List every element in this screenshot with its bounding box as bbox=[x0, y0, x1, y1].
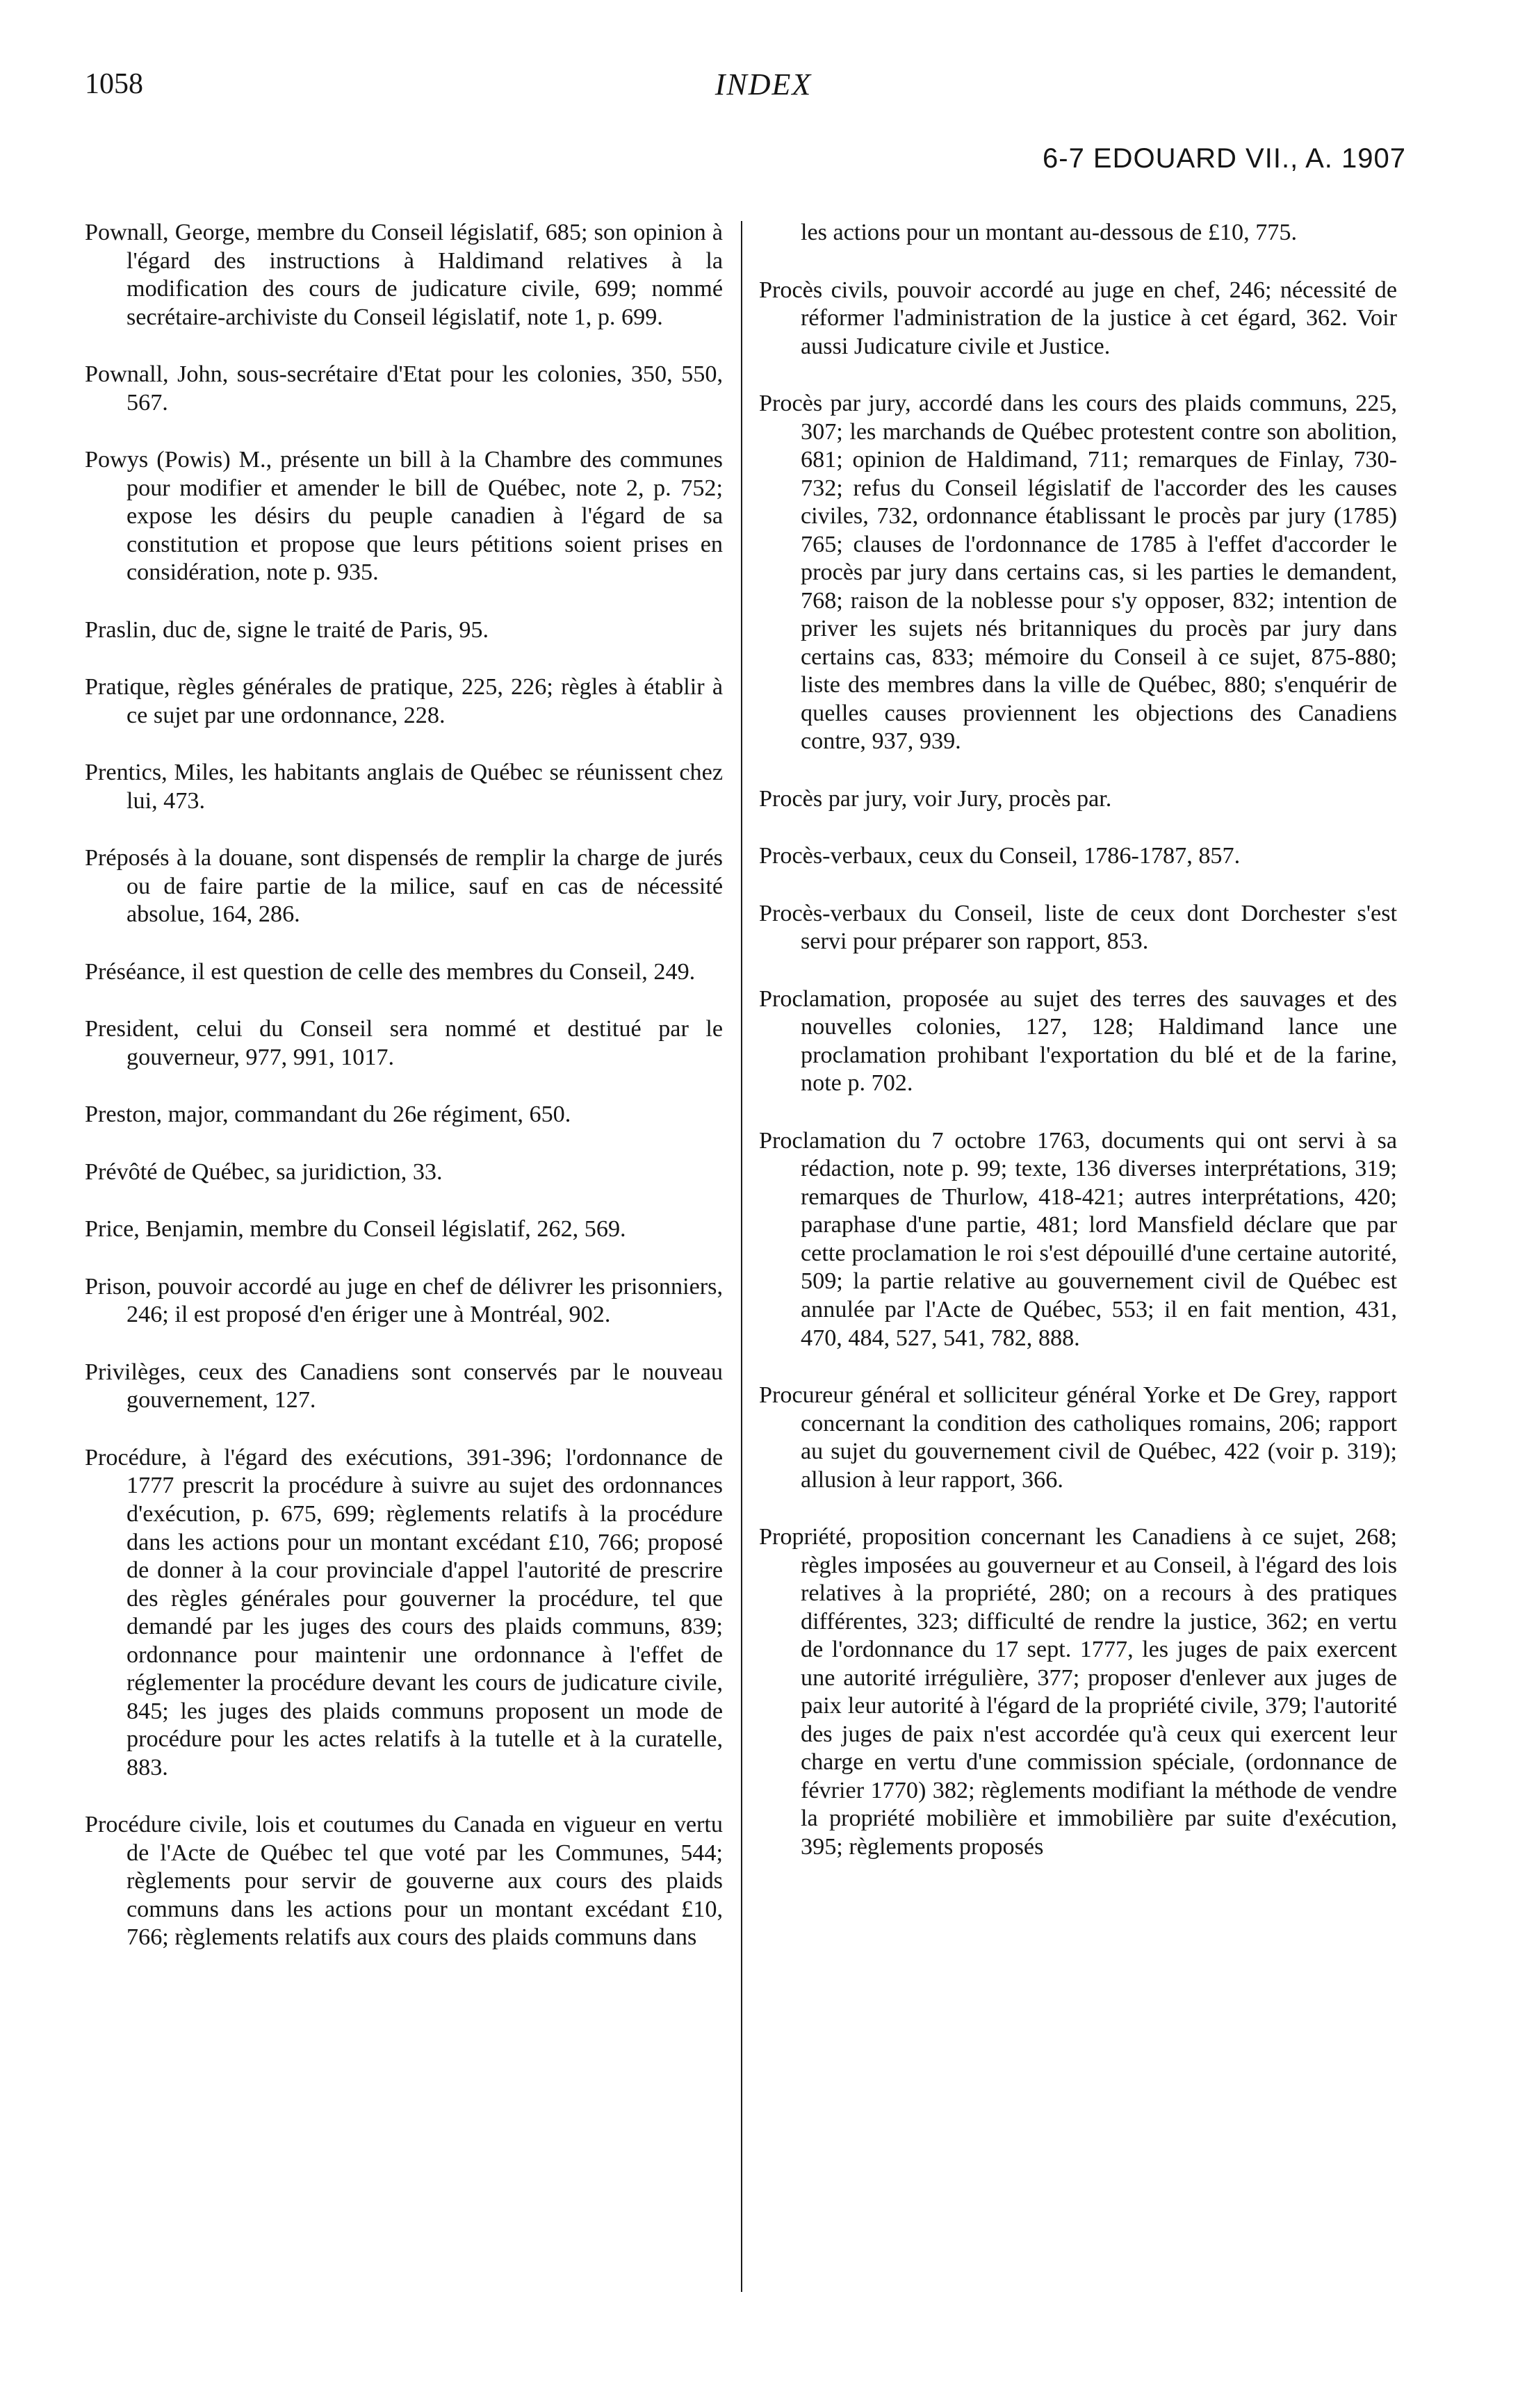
column-divider bbox=[741, 221, 742, 2292]
index-entry: Proclamation, proposée au sujet des terres des sauvages et des nouvelles colonies, 127, 128; Haldimand lance une proclamation prohibant l'exportation du blé et de la farine, note p. 702. bbox=[759, 985, 1397, 1097]
index-entry: Préposés à la douane, sont dispensés de remplir la charge de jurés ou de faire partie de la milice, sauf en cas de nécessité absolue, 164, 286. bbox=[85, 845, 723, 928]
index-entry: Procès par jury, accordé dans les cours des plaids communs, 225, 307; les marchands de Québec protestent contre son abolition, 681; opinion de Haldimand, 711; remarques de Finlay, 730-732; refus du Conseil législatif de l'accorder des les causes civiles, 732, ordonnance établissant le procès par jury (1785) 765; clauses de l'ordonnance de 1785 à l'effet d'accorder le procès par jury dans certains cas, si les parties le demandent, 768; raison de la noblesse pour s'y opposer, 832; intention de priver les sujets nés britanniques du procès par jury dans certains cas, 833; mémoire du Conseil à ce sujet, 875-880; liste des membres dans la ville de Québec, 880; s'enquérir de quelles causes proviennent les objections des Canadiens contre, 937, 939. bbox=[759, 391, 1397, 755]
page-number: 1058 bbox=[85, 68, 143, 100]
index-entry: Procès-verbaux, ceux du Conseil, 1786-1787, 857. bbox=[759, 843, 1241, 869]
index-entry: Prévôté de Québec, sa juridiction, 33. bbox=[85, 1158, 443, 1185]
index-entry: Procès civils, pouvoir accordé au juge en chef, 246; nécessité de réformer l'administration de la justice à cet égard, 362. Voir aussi Judicature civile et Justice. bbox=[759, 277, 1397, 359]
index-entry: Preston, major, commandant du 26e régiment, 650. bbox=[85, 1101, 571, 1128]
right-column bbox=[759, 219, 1397, 1890]
index-entry-continued: les actions pour un montant au-dessous de £10, 775. bbox=[801, 220, 1298, 245]
index-entry: Prentics, Miles, les habitants anglais de Québec se réunissent chez lui, 473. bbox=[85, 760, 723, 814]
index-entry: Praslin, duc de, signe le traité de Paris, 95. bbox=[85, 616, 489, 643]
index-entry: Pownall, George, membre du Conseil législatif, 685; son opinion à l'égard des instructions à Haldimand relatives à la modification des cours de judicature civile, 699; nommé secrétaire-archiviste du Conseil législatif, note 1, p. 699. bbox=[85, 220, 723, 330]
index-entry: Privilèges, ceux des Canadiens sont conservés par le nouveau gouvernement, 127. bbox=[85, 1359, 723, 1414]
session-heading: 6-7 EDOUARD VII., A. 1907 bbox=[1043, 143, 1406, 174]
index-entry: Procureur général et solliciteur général Yorke et De Grey, rapport concernant la condition des catholiques romains, 206; rapport au sujet du gouvernement civil de Québec, 422 (voir p. 319); allusion à leur rapport, 366. bbox=[759, 1382, 1397, 1493]
index-entry: Price, Benjamin, membre du Conseil législatif, 262, 569. bbox=[85, 1216, 626, 1243]
running-title: INDEX bbox=[714, 67, 813, 101]
index-entry: Procès-verbaux du Conseil, liste de ceux dont Dorchester s'est servi pour préparer son rapport, 853. bbox=[759, 900, 1397, 955]
index-entry: Powys (Powis) M., présente un bill à la Chambre des communes pour modifier et amender le bill de Québec, note 2, p. 752; expose les désirs du peuple canadien à l'égard de sa constitution et propose que leurs pétitions soient prises en considération, note p. 935. bbox=[85, 447, 723, 586]
index-entry: Procédure, à l'égard des exécutions, 391-396; l'ordonnance de 1777 prescrit la procédure à suivre au sujet des ordonnances d'exécution, p. 675, 699; règlements relatifs à la procédure dans les actions pour un montant excédant £10, 766; proposé de donner à la cour provinciale d'appel l'autorité de prescrire des règles générales pour gouverner la procédure, tel que demandé par les juges des cours des plaids communs, 839; ordonnance pour maintenir une ordonnance à l'effet de réglementer la procédure devant les cours de judicature civile, 845; les juges des plaids communs proposent un mode de procédure pour les actes relatifs à la tutelle et à la curatelle, 883. bbox=[85, 1444, 723, 1780]
index-entry: Préséance, il est question de celle des membres du Conseil, 249. bbox=[85, 958, 696, 985]
index-entry: Pownall, John, sous-secrétaire d'Etat pour les colonies, 350, 550, 567. bbox=[85, 361, 723, 416]
index-entry: Procès par jury, voir Jury, procès par. bbox=[759, 785, 1112, 812]
index-entry: Procédure civile, lois et coutumes du Canada en vigueur en vertu de l'Acte de Québec tel que voté par les Communes, 544; règlements pour servir de gouverne aux cours des plaids communs dans les actions pour un montant excédant £10, 766; règlements relatifs aux cours des plaids communs dans bbox=[85, 1812, 723, 1951]
left-column bbox=[85, 219, 723, 1981]
index-entry: Propriété, proposition concernant les Canadiens à ce sujet, 268; règles imposées au gouverneur et au Conseil, à l'égard des lois relatives à la propriété, 280; on a recours à des pratiques différentes, 323; difficulté de rendre la justice, 362; en vertu de l'ordonnance du 17 sept. 1777, les juges de paix exercent une autorité irrégulière, 377; proposer d'enlever aux juges de paix leur autorité à l'égard de la propriété civile, 379; l'autorité des juges de paix n'est accordée qu'à ceux qui exercent leur charge en vertu d'une commission spéciale, (ordonnance de février 1770) 382; règlements modifiant la méthode de vendre la propriété mobilière et immobilière par suite d'exécution, 395; règlements proposés bbox=[759, 1524, 1397, 1860]
index-entry: Pratique, règles générales de pratique, 225, 226; règles à établir à ce sujet par une ordonnance, 228. bbox=[85, 674, 723, 728]
index-entry: Prison, pouvoir accordé au juge en chef de délivrer les prisonniers, 246; il est proposé d'en ériger une à Montréal, 902. bbox=[85, 1273, 723, 1328]
index-entry: President, celui du Conseil sera nommé et destitué par le gouverneur, 977, 991, 1017. bbox=[85, 1016, 723, 1070]
index-entry: Proclamation du 7 octobre 1763, documents qui ont servi à sa rédaction, note p. 99; texte, 136 diverses interprétations, 319; remarques de Thurlow, 418-421; autres interprétations, 420; paraphase d'une partie, 481; lord Mansfield déclare que par cette proclamation le roi s'est dépouillé d'une certaine autorité, 509; la partie relative au gouvernement civil de Québec est annulée par l'Acte de Québec, 553; il en fait mention, 431, 470, 484, 527, 541, 782, 888. bbox=[759, 1127, 1397, 1351]
